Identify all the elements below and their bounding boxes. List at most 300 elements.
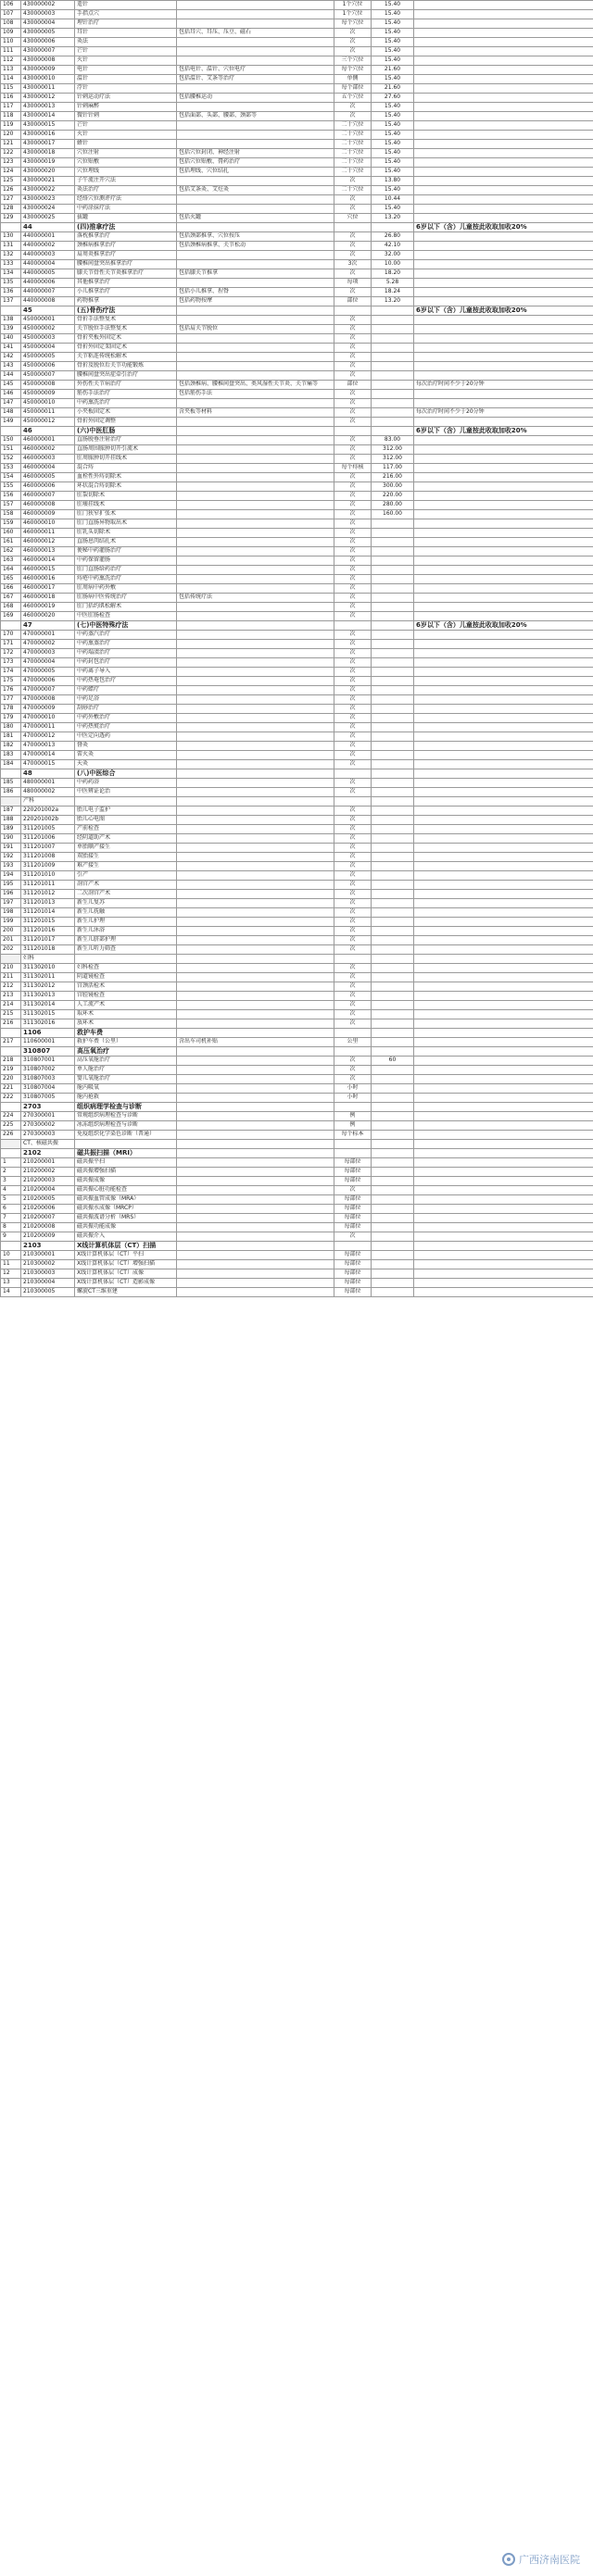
table-row (1, 1, 593, 10)
watermark (502, 2552, 580, 2567)
table-row (1, 538, 593, 547)
cell-no (1, 1242, 21, 1251)
cell-name: 芒针 (75, 121, 177, 131)
cell-name: 救护车费（公里） (75, 1038, 177, 1047)
cell-price: 21.60 (372, 84, 414, 94)
table-row (1, 936, 593, 945)
cell-unit: 次 (334, 936, 372, 945)
cell-code: 440000006 (21, 279, 75, 288)
cell-name: 小夹板固定术 (75, 408, 177, 418)
cell-price: 15.40 (372, 10, 414, 19)
cell-unit (334, 223, 372, 232)
cell-code: 430000015 (21, 121, 75, 131)
table-row (1, 325, 593, 334)
cell-content (177, 1066, 334, 1075)
cell-unit: 次 (334, 723, 372, 732)
cell-content (177, 519, 334, 529)
cell-note (414, 316, 593, 325)
cell-content (177, 427, 334, 436)
cell-unit: 次 (334, 705, 372, 714)
cell-no: 6 (1, 1205, 21, 1214)
cell-no: 213 (1, 992, 21, 1001)
cell-no: 225 (1, 1121, 21, 1131)
cell-no: 11 (1, 1260, 21, 1269)
cell-note (414, 797, 593, 807)
cell-note (414, 853, 593, 862)
cell-content (177, 103, 334, 112)
cell-unit: 次 (334, 362, 372, 371)
cell-name: 肛周脓肿切开挂线术 (75, 455, 177, 464)
cell-content (177, 1047, 334, 1057)
table-row (1, 131, 593, 140)
cell-content: 包括小儿推拿、捏脊 (177, 288, 334, 297)
cell-no: 191 (1, 844, 21, 853)
cell-no: 149 (1, 418, 21, 427)
cell-no: 194 (1, 871, 21, 881)
table-row (1, 232, 593, 242)
cell-code: 470000008 (21, 695, 75, 705)
cell-no: 5 (1, 1195, 21, 1205)
cell-no: 178 (1, 705, 21, 714)
cell-price (372, 1029, 414, 1038)
table-row (1, 140, 593, 149)
cell-note (414, 29, 593, 38)
cell-code: 470000009 (21, 705, 75, 714)
cell-name: (四)推拿疗法 (75, 223, 177, 232)
cell-no: 130 (1, 232, 21, 242)
cell-name: 中药塌渍治疗 (75, 649, 177, 658)
cell-no (1, 427, 21, 436)
cell-price: 280.00 (372, 501, 414, 510)
cell-name: 人工流产术 (75, 1001, 177, 1010)
cell-price: 15.40 (372, 112, 414, 121)
table-row (1, 955, 593, 964)
table-row (1, 1195, 593, 1205)
cell-price (372, 797, 414, 807)
cell-note (414, 982, 593, 992)
cell-note (414, 1094, 593, 1103)
table-row (1, 742, 593, 751)
cell-code: 430000017 (21, 140, 75, 149)
cell-no: 117 (1, 103, 21, 112)
cell-note (414, 871, 593, 881)
cell-no: 179 (1, 714, 21, 723)
cell-price (372, 1186, 414, 1195)
cell-unit (334, 955, 372, 964)
cell-price (372, 825, 414, 834)
cell-content (177, 1186, 334, 1195)
cell-price (372, 732, 414, 742)
cell-name: 火针 (75, 131, 177, 140)
cell-no: 182 (1, 742, 21, 751)
cell-name: X线计算机体层（CT）扫描 (75, 1242, 177, 1251)
table-row (1, 1066, 593, 1075)
cell-price (372, 594, 414, 603)
cell-unit: 次 (334, 390, 372, 399)
table-row (1, 1223, 593, 1232)
cell-name: 肛门直肠给药治疗 (75, 566, 177, 575)
cell-content (177, 1140, 334, 1149)
cell-note (414, 482, 593, 492)
cell-unit: 每部位 (334, 1288, 372, 1297)
cell-name: 外伤性关节病治疗 (75, 381, 177, 390)
cell-content (177, 603, 334, 612)
cell-no: 124 (1, 168, 21, 177)
cell-price (372, 1279, 414, 1288)
cell-unit: 二十穴位 (334, 121, 372, 131)
cell-price (372, 399, 414, 408)
cell-name: 宫颈活检术 (75, 982, 177, 992)
cell-note (414, 1195, 593, 1205)
cell-price (372, 668, 414, 677)
cell-content (177, 38, 334, 47)
cell-content (177, 10, 334, 19)
cell-unit: 次 (334, 714, 372, 723)
cell-code: 430000006 (21, 38, 75, 47)
cell-content (177, 19, 334, 29)
cell-content (177, 936, 334, 945)
cell-price (372, 1223, 414, 1232)
cell-no: 164 (1, 566, 21, 575)
cell-name: 磁共振介入 (75, 1232, 177, 1242)
cell-price: 312.00 (372, 445, 414, 455)
cell-code: 430000009 (21, 66, 75, 75)
cell-unit: 每部位 (334, 1251, 372, 1260)
cell-code: 430000004 (21, 19, 75, 29)
cell-no: 158 (1, 510, 21, 519)
cell-note (414, 779, 593, 788)
cell-name: 子午流注开穴法 (75, 177, 177, 186)
cell-unit: 次 (334, 668, 372, 677)
cell-code: 311201017 (21, 936, 75, 945)
cell-code: 440000007 (21, 288, 75, 297)
cell-price: 15.40 (372, 29, 414, 38)
cell-no (1, 223, 21, 232)
cell-code: 311201014 (21, 908, 75, 918)
cell-content (177, 1112, 334, 1121)
cell-unit: 五个穴位 (334, 94, 372, 103)
cell-name: 腰椎间盘突出推拿治疗 (75, 260, 177, 269)
cell-name: X线计算机体层（CT）造影成像 (75, 1279, 177, 1288)
cell-name: 磁共振成像 (75, 1177, 177, 1186)
cell-code: 470000012 (21, 732, 75, 742)
cell-content (177, 1075, 334, 1084)
table-row (1, 594, 593, 603)
cell-unit: 次 (334, 964, 372, 973)
cell-unit: 每个标本 (334, 1131, 372, 1140)
cell-no: 114 (1, 75, 21, 84)
cell-no: 2 (1, 1168, 21, 1177)
cell-code: 430000024 (21, 205, 75, 214)
cell-price (372, 1038, 414, 1047)
cell-unit: 部位 (334, 381, 372, 390)
cell-no: 172 (1, 649, 21, 658)
cell-name (75, 1140, 177, 1149)
cell-name: 肛裂切除术 (75, 492, 177, 501)
cell-note (414, 390, 593, 399)
table-row (1, 1057, 593, 1066)
cell-note (414, 1205, 593, 1214)
cell-no: 184 (1, 760, 21, 769)
cell-content (177, 927, 334, 936)
cell-no (1, 1140, 21, 1149)
cell-price (372, 686, 414, 695)
cell-note (414, 1112, 593, 1121)
cell-price (372, 1214, 414, 1223)
table-row (1, 1047, 593, 1057)
cell-note (414, 418, 593, 427)
cell-note: 6岁以下（含）儿童按此收取加收20% (414, 621, 593, 631)
cell-code: 310807005 (21, 1094, 75, 1103)
table-row (1, 260, 593, 269)
table-row (1, 492, 593, 501)
cell-content (177, 973, 334, 982)
cell-name: 肛肠病中医传统治疗 (75, 594, 177, 603)
cell-name: 温针 (75, 75, 177, 84)
cell-content (177, 714, 334, 723)
cell-content (177, 769, 334, 779)
cell-price (372, 316, 414, 325)
cell-code: 480000001 (21, 779, 75, 788)
cell-price (372, 658, 414, 668)
cell-note (414, 1223, 593, 1232)
cell-no: 127 (1, 195, 21, 205)
cell-code: 430000025 (21, 214, 75, 223)
cell-price: 15.40 (372, 56, 414, 66)
cell-name: 直肠息肉结扎术 (75, 538, 177, 547)
cell-name: 二次剖宫产术 (75, 890, 177, 899)
cell-no: 148 (1, 408, 21, 418)
cell-unit: 次 (334, 871, 372, 881)
cell-note (414, 492, 593, 501)
cell-note (414, 1131, 593, 1140)
cell-code: 460000012 (21, 538, 75, 547)
cell-name: 芒针 (75, 47, 177, 56)
cell-no: 154 (1, 473, 21, 482)
cell-no: 193 (1, 862, 21, 871)
cell-code: 460000010 (21, 519, 75, 529)
cell-note: 6岁以下（含）儿童按此收取加收20% (414, 223, 593, 232)
cell-content (177, 677, 334, 686)
cell-note (414, 269, 593, 279)
cell-code: 450000003 (21, 334, 75, 344)
cell-code: 460000015 (21, 566, 75, 575)
cell-unit: 次 (334, 612, 372, 621)
cell-unit: 次 (334, 316, 372, 325)
fee-table-body (1, 1, 593, 1297)
cell-no: 200 (1, 927, 21, 936)
cell-no: 188 (1, 816, 21, 825)
cell-no: 157 (1, 501, 21, 510)
table-row (1, 158, 593, 168)
cell-name: 中药离子导入 (75, 668, 177, 677)
cell-unit: 次 (334, 844, 372, 853)
cell-price: 15.40 (372, 186, 414, 195)
table-row (1, 19, 593, 29)
cell-content: 包括腰椎运动 (177, 94, 334, 103)
cell-code: 470000005 (21, 668, 75, 677)
cell-no: 107 (1, 10, 21, 19)
cell-unit: 次 (334, 825, 372, 834)
table-row (1, 1168, 593, 1177)
cell-no: 137 (1, 297, 21, 306)
cell-unit: 次 (334, 547, 372, 556)
cell-name: 中药熏蒸治疗 (75, 640, 177, 649)
cell-code: 48 (21, 769, 75, 779)
cell-note (414, 56, 593, 66)
cell-content (177, 177, 334, 186)
cell-note (414, 455, 593, 464)
cell-unit (334, 621, 372, 631)
watermark-text: 广西济南医院 (519, 2554, 580, 2566)
cell-content (177, 1223, 334, 1232)
cell-no: 152 (1, 455, 21, 464)
cell-unit: 每部位 (334, 1260, 372, 1269)
cell-unit: 三个穴位 (334, 56, 372, 66)
cell-no (1, 955, 21, 964)
cell-no: 167 (1, 594, 21, 603)
cell-name: 磁共振水成像（MRCP） (75, 1205, 177, 1214)
cell-unit: 次 (334, 251, 372, 260)
cell-name: 督灸 (75, 742, 177, 751)
cell-no: 187 (1, 807, 21, 816)
cell-content (177, 1288, 334, 1297)
table-row (1, 1177, 593, 1186)
cell-price: 18.24 (372, 288, 414, 297)
cell-unit: 每部位 (334, 1223, 372, 1232)
cell-price: 15.40 (372, 140, 414, 149)
table-row (1, 297, 593, 306)
cell-no: 133 (1, 260, 21, 269)
cell-content (177, 1001, 334, 1010)
cell-unit: 次 (334, 918, 372, 927)
cell-content (177, 982, 334, 992)
table-row (1, 899, 593, 908)
cell-price (372, 871, 414, 881)
cell-note (414, 1251, 593, 1260)
table-row (1, 103, 593, 112)
cell-content (177, 1057, 334, 1066)
table-row (1, 121, 593, 131)
cell-content: 包括电针、温针、穴位电疗 (177, 66, 334, 75)
cell-code: 210200002 (21, 1168, 75, 1177)
cell-content: 包括面部、头部、腰部、颈部等 (177, 112, 334, 121)
cell-content (177, 418, 334, 427)
cell-name: 落枕推拿治疗 (75, 232, 177, 242)
cell-name: 药物推拿 (75, 297, 177, 306)
cell-note (414, 658, 593, 668)
cell-code: 210200001 (21, 1158, 75, 1168)
cell-price (372, 1242, 414, 1251)
cell-no: 170 (1, 631, 21, 640)
cell-unit: 二十穴位 (334, 158, 372, 168)
table-row (1, 1001, 593, 1010)
cell-price: 15.40 (372, 19, 414, 29)
cell-price: 13.80 (372, 177, 414, 186)
cell-name: 取环术 (75, 1010, 177, 1019)
cell-no: 106 (1, 1, 21, 10)
cell-price: 26.80 (372, 232, 414, 242)
table-row (1, 695, 593, 705)
cell-content (177, 964, 334, 973)
cell-note (414, 10, 593, 19)
cell-no: 9 (1, 1232, 21, 1242)
cell-code: 220201002b (21, 816, 75, 825)
cell-content (177, 732, 334, 742)
cell-name: 舱内抢救 (75, 1094, 177, 1103)
cell-name: 舱内吸氧 (75, 1084, 177, 1094)
cell-no: 162 (1, 547, 21, 556)
cell-content (177, 612, 334, 621)
cell-code: 470000007 (21, 686, 75, 695)
cell-note (414, 1288, 593, 1297)
cell-price (372, 353, 414, 362)
cell-price (372, 908, 414, 918)
cell-price (372, 1103, 414, 1112)
cell-note (414, 473, 593, 482)
cell-unit: 次 (334, 853, 372, 862)
cell-note (414, 121, 593, 131)
cell-content (177, 992, 334, 1001)
cell-code: 210200008 (21, 1223, 75, 1232)
cell-price (372, 1177, 414, 1186)
table-row (1, 288, 593, 297)
cell-name: 经络穴位测评疗法 (75, 195, 177, 205)
cell-unit: 次 (334, 38, 372, 47)
cell-content (177, 1158, 334, 1168)
cell-name: 磁共振波谱分析（MRS） (75, 1214, 177, 1223)
cell-name: 单人舱治疗 (75, 1066, 177, 1075)
cell-content (177, 695, 334, 705)
table-row (1, 510, 593, 519)
cell-content (177, 56, 334, 66)
cell-content (177, 631, 334, 640)
cell-unit: 次 (334, 177, 372, 186)
cell-note (414, 714, 593, 723)
cell-price (372, 306, 414, 316)
cell-unit: 次 (334, 473, 372, 482)
cell-note (414, 158, 593, 168)
table-row (1, 362, 593, 371)
cell-note (414, 677, 593, 686)
cell-content (177, 797, 334, 807)
cell-no: 153 (1, 464, 21, 473)
table-row (1, 621, 593, 631)
cell-no: 226 (1, 1131, 21, 1140)
cell-code: 311302013 (21, 992, 75, 1001)
cell-unit: 次 (334, 584, 372, 594)
cell-code: 450000008 (21, 381, 75, 390)
cell-content (177, 47, 334, 56)
cell-name: 磁共振增强扫描 (75, 1168, 177, 1177)
cell-no: 121 (1, 140, 21, 149)
cell-no: 160 (1, 529, 21, 538)
cell-price: 160.00 (372, 510, 414, 519)
cell-price (372, 1168, 414, 1177)
cell-unit: 每部位 (334, 1214, 372, 1223)
cell-note (414, 1057, 593, 1066)
cell-code: 210300005 (21, 1288, 75, 1297)
cell-no: 212 (1, 982, 21, 992)
cell-unit: 次 (334, 992, 372, 1001)
table-row (1, 455, 593, 464)
cell-content: 包括颈椎病推拿、关节松动 (177, 242, 334, 251)
cell-code: 480000002 (21, 788, 75, 797)
cell-note (414, 862, 593, 871)
cell-note (414, 825, 593, 834)
cell-content (177, 473, 334, 482)
cell-note (414, 1038, 593, 1047)
